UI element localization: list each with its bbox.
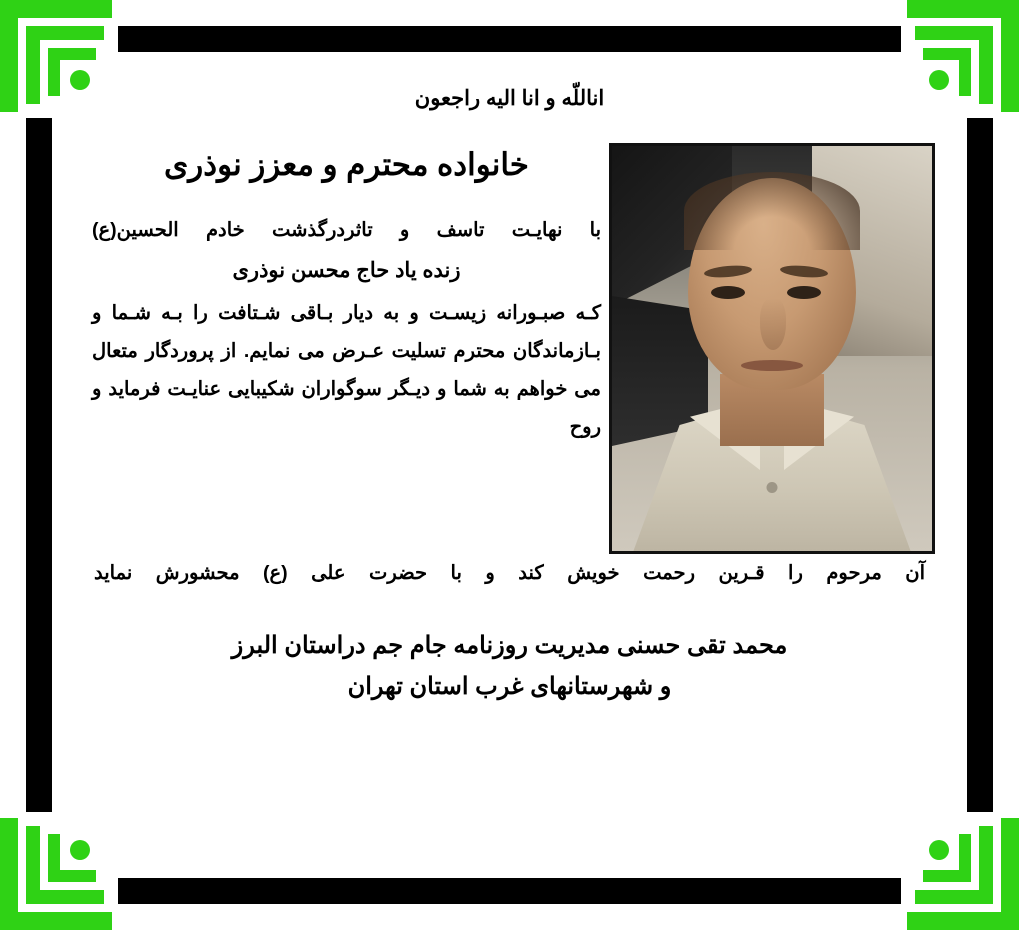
- frame-bar-bottom: [118, 878, 901, 904]
- paragraph-line-1: با نهایـت تاسف و تاثردرگذشت خادم الحسین(ع): [92, 219, 601, 242]
- photo-shirt-button: [767, 482, 778, 493]
- basmala-text: اناللّه و انا الیه راجعون: [414, 87, 605, 110]
- paragraph-line-5: دیـگر سوگواران شکیبایی عنایـت فرماید و روح: [92, 378, 601, 439]
- photo-column: [609, 133, 935, 554]
- body-row: [84, 133, 935, 554]
- photo-nose: [760, 298, 786, 350]
- paragraph-line-3: بـه شـما و بـازماندگان محترم تسلیت عـرض: [92, 302, 601, 363]
- condolence-tail-line: آن مرحوم را قـرین رحمت خویش کند و با حضرت علی (ع) محشورش نماید: [94, 562, 925, 584]
- frame-bar-top: [118, 26, 901, 52]
- poster-content: [62, 58, 957, 872]
- photo-eye-left: [711, 286, 745, 299]
- text-column: [84, 133, 609, 446]
- photo-eye-right: [787, 286, 821, 299]
- salutation-text: خانواده محترم و معزز نوذری: [164, 147, 529, 182]
- deceased-photo: [609, 143, 935, 554]
- signature-line-1: محمد تقی حسنی مدیریت روزنامه جام جم دراستان البرز: [231, 632, 788, 660]
- signature-line-2: و شهرستانهای غرب استان تهران: [347, 672, 672, 700]
- frame-bar-left: [26, 118, 52, 812]
- frame-bar-right: [967, 118, 993, 812]
- paragraph-line-4: می نمایم. از پروردگار متعال می خواهم به شما و: [92, 340, 601, 401]
- photo-hair: [684, 172, 860, 250]
- deceased-name: زنده یاد حاج محسن نوذری: [232, 259, 461, 283]
- photo-mouth: [741, 360, 803, 371]
- paragraph-line-2: کـه صبـورانه زیسـت و به دیار بـاقی شـتافت را: [193, 302, 601, 325]
- signature-block: [84, 626, 935, 708]
- condolence-paragraph: [92, 211, 601, 446]
